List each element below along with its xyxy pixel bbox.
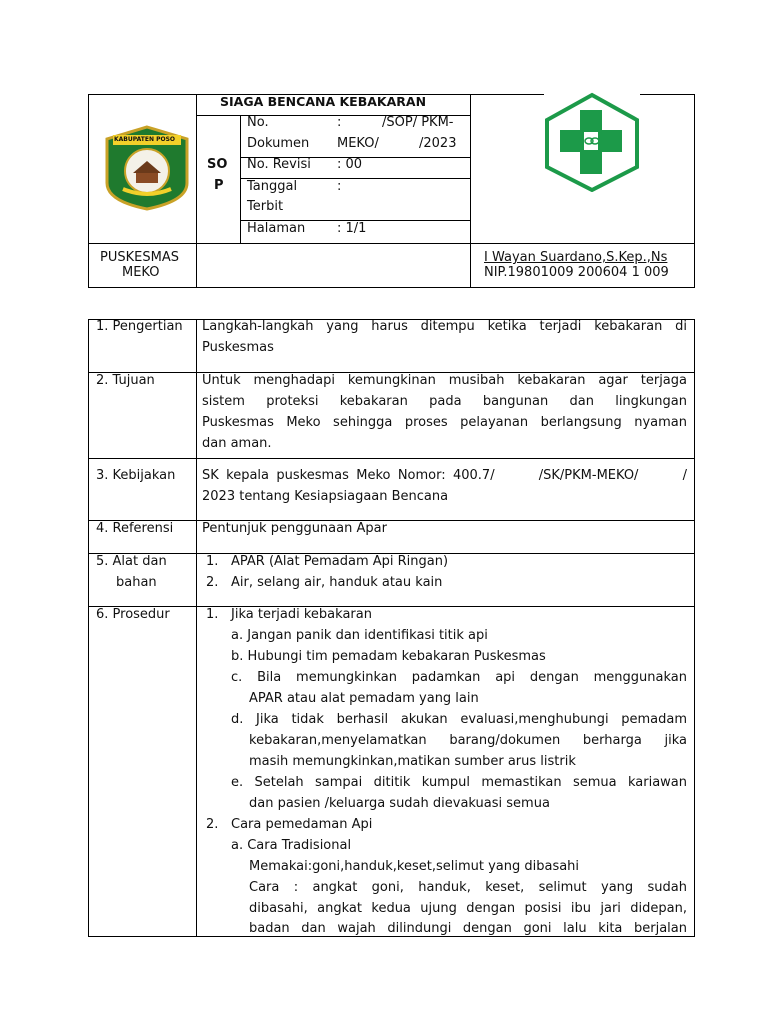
- prosedur-1d-line3: masih memungkinkan,matikan sumber arus listrik: [249, 754, 576, 769]
- tujuan-line-1: Untuk menghadapi kemungkinan musibah kebakaran agar terjaga: [202, 373, 687, 388]
- tanggal-label-2: Terbit: [247, 199, 284, 214]
- alat-item-2: Air, selang air, handuk atau kain: [231, 575, 443, 590]
- pengertian-line-2: Puskesmas: [202, 340, 274, 355]
- prosedur-1b: b. Hubungi tim pemadam kebakaran Puskesmas: [231, 649, 546, 664]
- halaman-value: : 1/1: [337, 221, 367, 236]
- signer-name: I Wayan Suardano,S.Kep.,Ns: [484, 250, 668, 265]
- dokumen-value-2: /2023: [419, 136, 457, 151]
- alat-label-1: 5. Alat dan: [96, 554, 167, 569]
- org-name-line2: MEKO: [122, 265, 160, 280]
- kabupaten-poso-logo: [103, 125, 191, 211]
- tujuan-line-2: sistem proteksi kebakaran pada bangunan dan lingkungan: [202, 394, 687, 409]
- sop-label-line2: P: [214, 178, 224, 193]
- signer-nip: NIP.19801009 200604 1 009: [484, 265, 669, 280]
- alat-item-1-num: 1.: [206, 554, 219, 569]
- alat-label-2: bahan: [116, 575, 157, 590]
- prosedur-1c-line2: APAR atau alat pemadam yang lain: [249, 691, 479, 706]
- prosedur-2a-memakai: Memakai:goni,handuk,keset,selimut yang dibasahi: [249, 859, 580, 874]
- pengertian-label: 1. Pengertian: [96, 319, 183, 334]
- puskesmas-logo: [542, 92, 642, 192]
- prosedur-1e-line1: e. Setelah sampai dititik kumpul memastikan semua kariawan: [231, 775, 687, 790]
- prosedur-2a-cara-line1: Cara : angkat goni, handuk, keset, selimut yang sudah: [249, 880, 687, 895]
- tanggal-value: :: [337, 179, 342, 194]
- prosedur-1d-line2: kebakaran,menyelamatkan barang/dokumen berharga jika: [249, 733, 687, 748]
- referensi-label: 4. Referensi: [96, 521, 174, 536]
- prosedur-2-num: 2.: [206, 817, 219, 832]
- prosedur-1d-line1: d. Jika tidak berhasil akukan evaluasi,menghubungi pemadam: [231, 712, 687, 727]
- kebijakan-label: 3. Kebijakan: [96, 468, 176, 483]
- tujuan-line-4: dan aman.: [202, 436, 272, 451]
- tanggal-label-1: Tanggal: [247, 179, 298, 194]
- prosedur-2a-cara-line3: badan dan wajah dilindungi dengan goni lalu kita berjalan: [249, 921, 687, 936]
- prosedur-1e-line2: dan pasien /keluarga sudah dievakuasi semua: [249, 796, 550, 811]
- document-title: SIAGA BENCANA KEBAKARAN: [220, 94, 427, 109]
- no-value: /SOP/ PKM-: [382, 115, 454, 130]
- prosedur-1a: a. Jangan panik dan identifikasi titik api: [231, 628, 488, 643]
- kebijakan-line-2: 2023 tentang Kesiapsiagaan Bencana: [202, 489, 449, 504]
- no-label: No.: [247, 115, 269, 130]
- alat-item-1: APAR (Alat Pemadam Api Ringan): [231, 554, 449, 569]
- halaman-label: Halaman: [247, 221, 306, 236]
- alat-item-2-num: 2.: [206, 575, 219, 590]
- sop-label-line1: SO: [207, 157, 228, 172]
- dokumen-label: Dokumen: [247, 136, 310, 151]
- prosedur-2: Cara pemedaman Api: [231, 817, 373, 832]
- tujuan-line-3: Puskesmas Meko sehingga proses pelayanan berlangsung nyaman: [202, 415, 687, 430]
- pengertian-line-1: Langkah-langkah yang harus ditempu ketika terjadi kebakaran di: [202, 319, 687, 334]
- org-name-line1: PUSKESMAS: [100, 250, 179, 265]
- revisi-value: : 00: [337, 157, 363, 172]
- prosedur-1: Jika terjadi kebakaran: [231, 607, 372, 622]
- logo-left-text: KABUPATEN POSO: [114, 136, 175, 143]
- revisi-label: No. Revisi: [247, 157, 311, 172]
- kebijakan-line-1: SK kepala puskesmas Meko Nomor: 400.7/ /SK/PKM-MEKO/ /: [202, 468, 687, 483]
- no-sep: :: [337, 115, 342, 130]
- prosedur-label: 6. Prosedur: [96, 607, 170, 622]
- referensi-line-1: Pentunjuk penggunaan Apar: [202, 521, 387, 536]
- dokumen-value-1: MEKO/: [337, 136, 379, 151]
- prosedur-1-num: 1.: [206, 607, 219, 622]
- tujuan-label: 2. Tujuan: [96, 373, 155, 388]
- prosedur-2a: a. Cara Tradisional: [231, 838, 352, 853]
- prosedur-1c-line1: c. Bila memungkinkan padamkan api dengan menggunakan: [231, 670, 687, 685]
- prosedur-2a-cara-line2: dibasahi, angkat kedua ujung dengan posisi ibu jari didepan,: [249, 901, 687, 916]
